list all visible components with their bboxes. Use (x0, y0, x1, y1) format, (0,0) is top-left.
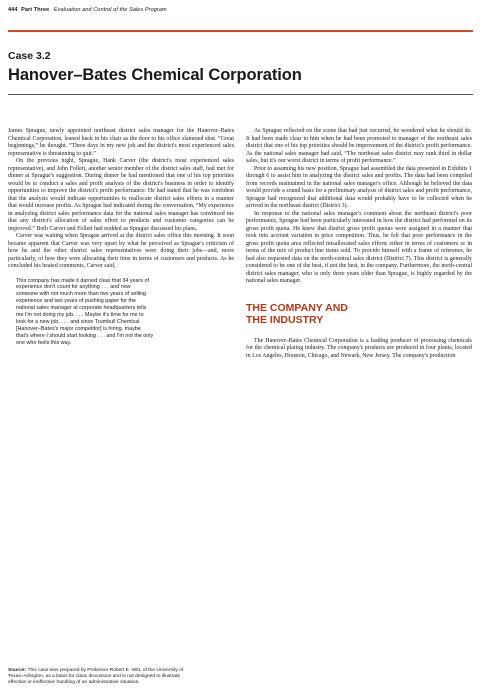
body-paragraph: Carver was waiting when Sprague arrived at the district sales office this morning. It soon became apparent that Carver was very upset by what he perceived as Sprague's criticism of how he and the other district sales representatives were doing their jobs—and, more particularly, of how they were allocating their time in terms of customers and products. As he concluded his heated comments, Carver said, (8, 233, 234, 269)
header-rule (8, 30, 473, 32)
source-text: This case was prepared by Professor Robert E. Witt, of the University of Texas–Arlington, as a basis for class discussion and is not designed to illustrate effective or ineffective handling of an administrative situation. (8, 668, 184, 686)
title-rule (8, 94, 473, 95)
section-heading-line: THE COMPANY AND (246, 301, 348, 314)
section-label: Evaluation and Control of the Sales Program (53, 7, 167, 13)
case-number: Case 3.2 (8, 50, 51, 62)
right-column (246, 128, 472, 360)
section-heading (246, 302, 472, 326)
running-head (8, 7, 473, 13)
source-label: Source: (8, 668, 27, 673)
body-paragraph: Prior to assuming his new position, Sprague had assembled the data presented in Exhibits 1 through 6 to assist him in analyzing the district sales and profits. The data had been compiled from records maintained in the national sales manager's office. Although he believed the data would provide a sound basis for a preliminary analysis of district sales and profit performance, Sprague had recognized that additional data would probably have to be collected when he arrived in the northeast district (District 3). (246, 165, 472, 209)
body-paragraph: On the previous night, Sprague, Hank Carver (the district's most experienced sales representative), and John Follett, another senior member of the district sales staff, had met for dinner at Sprague's suggestion. During dinner he had mentioned that one of his top priorities would be to conduct a sales and profit analysis of the district's business in order to identify opportunities to improve the district's profit performance. He had stated that he was confident that the analysis would indicate opportunities to reallocate district sales efforts in a manner that would increase profits. As Sprague had indicated during the conversation, “My experience in analyzing district sales performance data for the national sales manager has convinced me that any district's allocation of sales effort to products and customer categories can be improved.” Both Carver and Follett had nodded as Sprague discussed his plans. (8, 158, 234, 232)
part-label: Part Three (21, 7, 50, 13)
body-paragraph: As Sprague reflected on the scene that had just occurred, he wondered what he should do. It had been made clear to him when he had been promoted to manager of the northeast sales district that one of his top priorities should be improvement of the district's profit performance. As the national sales manager had said, “The northeast sales district may rank third in dollar sales, but it's our worst district in terms of profit performance.” (246, 128, 472, 164)
quote-callout: This company has made it darned clear that 34 years of experience don't count for anything . . . and now someone with not much more than two years of selling experience and two years of pushing paper for the national sales manager at corporate headquarters tells me I'm not doing my job. . . . Maybe it's time for me to look for a new job. . . . and since Trumbull Chemical [Hanover–Bates's major competitor] is hiring, maybe that's where I should start looking . . . and I'm not the only one who feels this way. (16, 277, 154, 347)
case-title: Hanover–Bates Chemical Corporation (8, 66, 302, 84)
left-column (8, 128, 234, 347)
source-note (8, 668, 198, 687)
body-paragraph: In response to the national sales manager's comment about the northeast district's poor performance, Sprague had been particularly interested in how the district had performed on its gross profit quota. He knew that district gross profit quotas were assigned in a manner that took into account variation in price competition. Thus, he felt that poor performance in the gross profit quota area reflected misallocated sales efforts either in terms of customers or in terms of the mix of product line items sold. To provide himself with a frame of reference, he had also requested data on the north-central sales district (District 7). This district is generally considered to be one of the best, if not the best, in the company. Furthermore, the north-central district sales manager, who is only three years older than Sprague, is highly regarded by the national sales manager. (246, 210, 472, 284)
section-heading-line: THE INDUSTRY (246, 313, 324, 326)
page-number: 444 (8, 7, 18, 13)
body-paragraph: The Hanover–Bates Chemical Corporation is a leading producer of processing chemicals for the chemical plating industry. The company's products are produced in four plants, located in Los Angeles, Houston, Chicago, and Newark, New Jersey. The company's production (246, 337, 472, 359)
body-paragraph: James Sprague, newly appointed northeast district sales manager for the Hanover–Bates Chemical Corporation, leaned back in his chair as the door to his office slammed shut. “Great beginnings,” he thought. “Three days in my new job and the district's most experienced sales representative is threatening to quit.” (8, 128, 234, 157)
